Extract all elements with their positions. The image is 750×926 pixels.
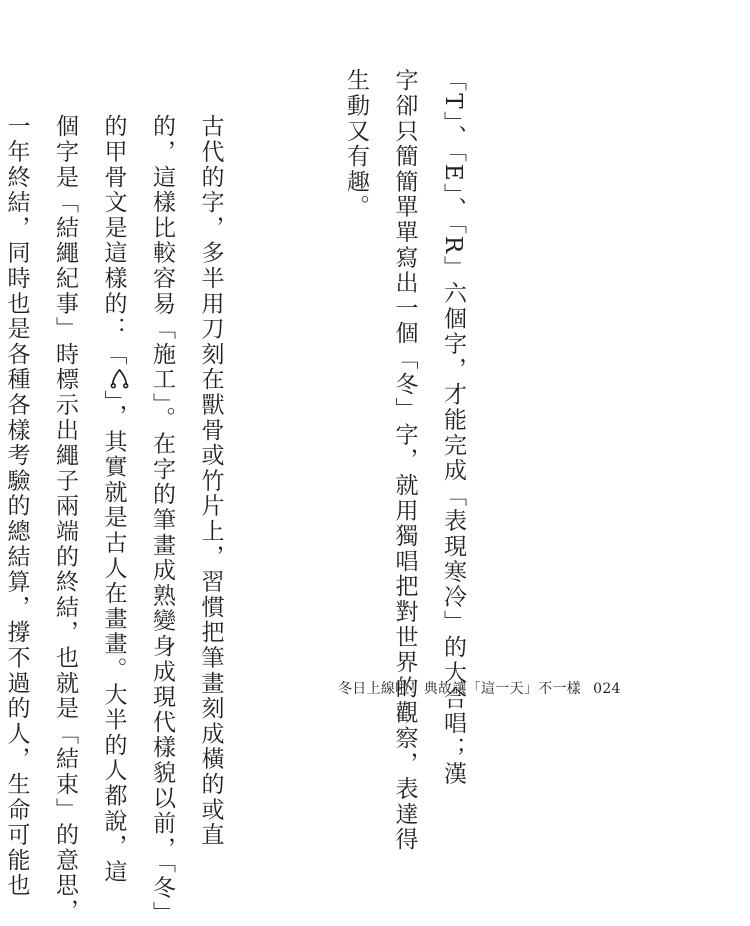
text-line: 個字是「結繩紀事」時標示出繩子兩端的終結，也就是「結束」的意思， <box>52 114 78 924</box>
text-line: 古代的字，多半用刀刻在獸骨或竹片上，習慣把筆畫刻成橫的或直 <box>197 114 224 848</box>
text-line: 」，其實就是古人在畫畫。大半的人都說，這 <box>100 390 127 885</box>
paragraph-2 <box>0 68 235 926</box>
text-line: 生動又有趣。 <box>343 68 369 220</box>
text-line: 的，這樣比較容易「施工」。在字的筆畫成熟變身成現代樣貌以前，「冬」 <box>149 114 175 926</box>
text-line: 的甲骨文是這樣的：「 <box>100 114 127 367</box>
running-title: 冬日上線啦！典故讓「這一天」不一樣 <box>338 681 582 697</box>
page-footer <box>338 678 621 698</box>
text-line: 「T」、「E」、「R」六個字，才能完成「表現寒冷」的大合唱；漢 <box>440 68 466 787</box>
text-line: 字卻只簡簡單單寫出一個「冬」字，就用獨唱把對世界的觀察，表達得 <box>391 68 418 853</box>
page-number: 024 <box>593 681 621 697</box>
oracle-bone-dong-glyph <box>108 367 131 390</box>
text-line: 一年終結，同時也是各種各樣考驗的總結算，撐不過的人，生命可能也 <box>3 114 30 899</box>
